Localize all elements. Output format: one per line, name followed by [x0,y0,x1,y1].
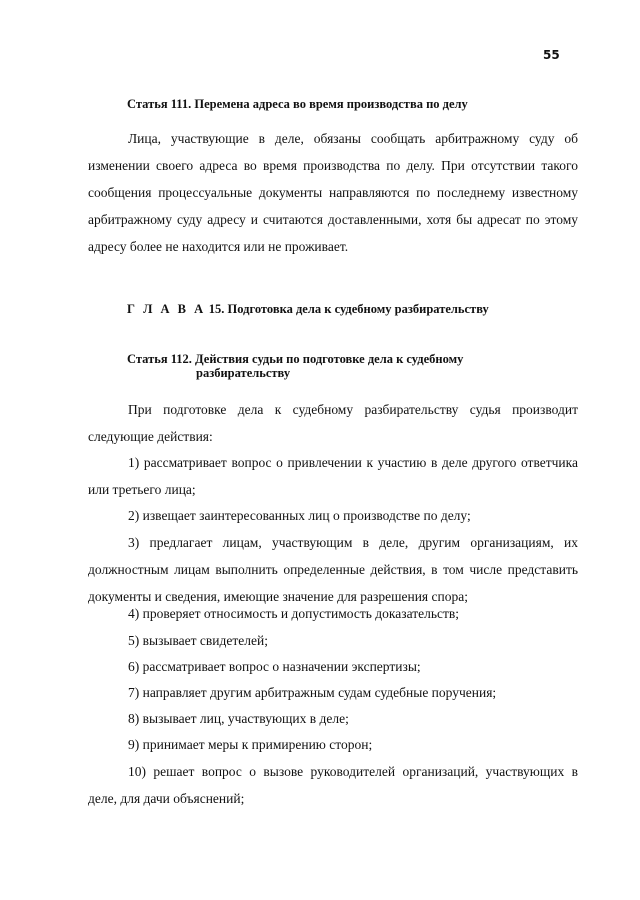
article-112-intro: При подготовке дела к судебному разбирательству судья производит следующие действия: [88,402,578,444]
list-item: 7) направляет другим арбитражным судам судебные поручения; [128,685,497,700]
chapter-prefix: Г Л А В А [127,302,206,316]
article-112-title: Статья 112. Действия судьи по подготовке дела к судебному [127,352,464,366]
list-item: 4) проверяет относимость и допустимость доказательств; [128,606,460,621]
list-item: 10) решает вопрос о вызове руководителей организаций, участвующих в деле, для дачи объяснений; [88,764,578,806]
list-item: 6) рассматривает вопрос о назначении экспертизы; [128,659,421,674]
article-112-title-continued: разбирательству [196,366,291,380]
list-item: 5) вызывает свидетелей; [128,633,268,648]
list-item: 8) вызывает лиц, участвующих в деле; [128,711,349,726]
chapter-title: 15. Подготовка дела к судебному разбирательству [208,302,489,316]
list-item: 2) извещает заинтересованных лиц о производстве по делу; [128,508,471,523]
article-111-title: Статья 111. Перемена адреса во время производства по делу [127,97,468,111]
article-111-paragraph: Лица, участвующие в деле, обязаны сообщать арбитражному суду об изменении своего адреса во время производства по делу. При отсутствии такого сообщения процессуальные документы направляются по последнему известному арбитражному суду адресу и считаются доставленными, хотя бы адресат по этому адресу более не находится или не проживает. [88,131,578,254]
list-item: 3) предлагает лицам, участвующим в деле, другим организациям, их должностным лицам выполнить определенные действия, в том числе представить документы и сведения, имеющие значение для разрешения спора; [88,535,578,604]
page-number: 55 [543,48,560,62]
list-item: 9) принимает меры к примирению сторон; [128,737,373,752]
list-item: 1) рассматривает вопрос о привлечении к участию в деле другого ответчика или третьего лица; [88,455,578,497]
chapter-heading [127,302,489,317]
